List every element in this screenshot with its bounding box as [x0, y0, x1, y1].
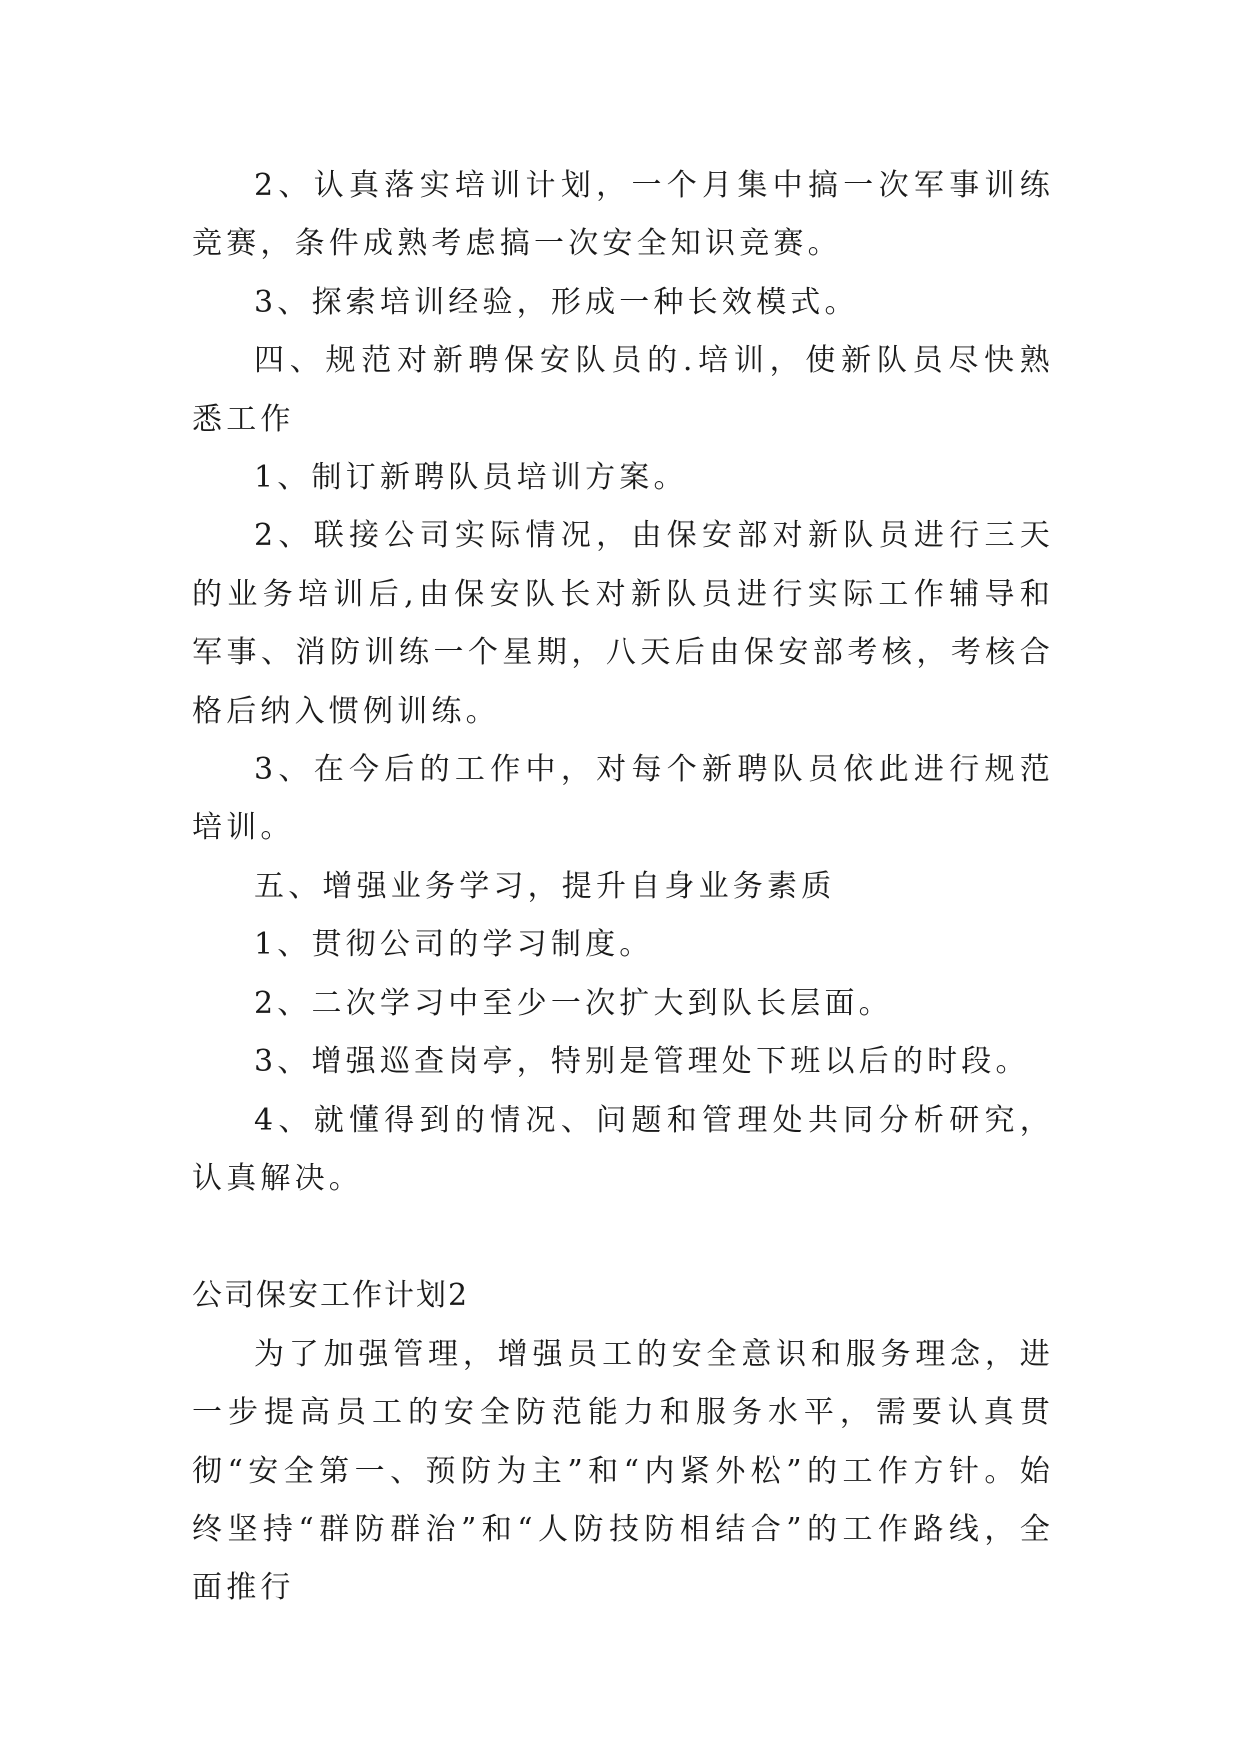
- section-title: 公司保安工作计划2: [192, 1278, 470, 1314]
- paragraph-training-plan-item-2: 2、认真落实培训计划，一个月集中搞一次军事训练竞赛，条件成熟考虑搞一次安全知识竞赛。: [192, 168, 1054, 262]
- section-heading-new-recruit-training: 四、规范对新聘保安队员的.培训，使新队员尽快熟悉工作: [192, 343, 1054, 437]
- document-page: [192, 157, 1054, 1618]
- paragraph-study-item-3: 3、增强巡查岗亭，特别是管理处下班以后的时段。: [254, 1044, 1030, 1080]
- paragraph-training-plan-item-3: 3、探索培训经验，形成一种长效模式。: [254, 284, 859, 320]
- section-heading-business-study: 五、增强业务学习，提升自身业务素质: [254, 868, 836, 904]
- paragraph-study-item-2: 2、二次学习中至少一次扩大到队长层面。: [254, 985, 893, 1021]
- paragraph-plan2-intro: 为了加强管理，增强员工的安全意识和服务理念，进一步提高员工的安全防范能力和服务水平，需要认真贯彻“安全第一、预防为主”和“内紧外松”的工作方针。始终坚持“群防群治”和“人防技防相结合”的工作路线，全面推行: [192, 1336, 1054, 1606]
- paragraph-recruit-item-1: 1、制订新聘队员培训方案。: [254, 460, 688, 496]
- paragraph-recruit-item-3: 3、在今后的工作中，对每个新聘队员依此进行规范培训。: [192, 752, 1054, 846]
- paragraph-study-item-4: 4、就懂得到的情况、问题和管理处共同分析研究，认真解决。: [192, 1102, 1054, 1196]
- paragraph-recruit-item-2: 2、联接公司实际情况，由保安部对新队员进行三天的业务培训后,由保安队长对新队员进行实际工作辅导和军事、消防训练一个星期，八天后由保安部考核，考核合格后纳入惯例训练。: [192, 518, 1054, 729]
- paragraph-study-item-1: 1、贯彻公司的学习制度。: [254, 927, 654, 963]
- section-spacer: [192, 1208, 1054, 1267]
